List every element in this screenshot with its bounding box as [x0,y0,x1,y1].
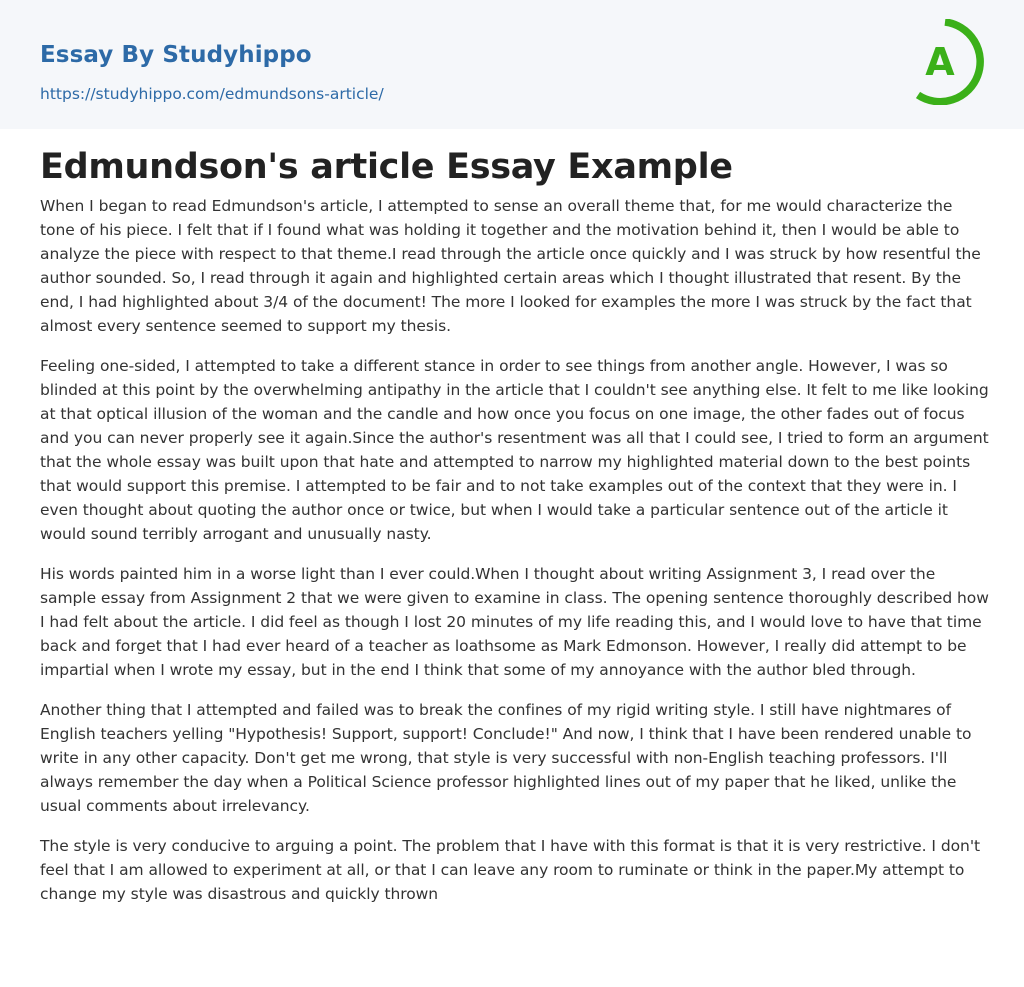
paragraph: Feeling one-sided, I attempted to take a different stance in order to see things from another angle. However, I was so blinded at this point by the overwhelming antipathy in the article that I couldn't see anything else. It felt to me like looking at that optical illusion of the woman and the candle and how once you focus on one image, the other fades out of focus and you can never properly see it again.Since the author's resentment was all that I could see, I tried to form an argument that the whole essay was built upon that hate and attempted to narrow my highlighted material down to the best points that would support this premise. I attempted to be fair and to not take examples out of the context that they were in. I even thought about quoting the author once or twice, but when I would take a particular sentence out of the article it would sound terribly arrogant and unusually nasty. [40,357,989,543]
site-header [0,0,1024,129]
paragraph: Another thing that I attempted and failed was to break the confines of my rigid writing style. I still have nightmares of English teachers yelling "Hypothesis! Support, support! Conclude!" And now, I think that I have been rendered unable to write in any other capacity. Don't get me wrong, that style is very successful with non-English teaching professors. I'll always remember the day when a Political Science professor highlighted lines out of my paper that he liked, unlike the usual comments about irrelevancy. [40,701,972,815]
article-title: Edmundson's article Essay Example [40,147,733,187]
article-url-link[interactable]: https://studyhippo.com/edmundsons-article/ [40,85,384,103]
paragraph: When I began to read Edmundson's article, I attempted to sense an overall theme that, for me would characterize the tone of his piece. I felt that if I found what was holding it together and the motivation behind it, then I would be able to analyze the piece with respect to that theme.I read through the article once quickly and I was struck by how resentful the author sounded. So, I read through it again and highlighted certain areas which I thought illustrated that resent. By the end, I had highlighted about 3/4 of the document! The more I looked for examples the more I was struck by the fact that almost every sentence seemed to support my thesis. [40,197,981,335]
paragraph: His words painted him in a worse light than I ever could.When I thought about writing Assignment 3, I read over the sample essay from Assignment 2 that we were given to examine in class. The opening sentence thoroughly described how I had felt about the article. I did feel as though I lost 20 minutes of my life reading this, and I would love to have that time back and forget that I had ever heard of a teacher as loathsome as Mark Edmonson. However, I really did attempt to be impartial when I wrote my essay, but in the end I think that some of my annoyance with the author bled through. [40,565,989,679]
article-body [40,194,990,922]
studyhippo-logo-icon[interactable] [912,19,986,105]
site-title[interactable]: Essay By Studyhippo [40,42,312,68]
paragraph: The style is very conducive to arguing a point. The problem that I have with this format is that it is very restrictive. I don't feel that I am allowed to experiment at all, or that I can leave any room to ruminate or think in the paper.My attempt to change my style was disastrous and quickly thrown [40,837,981,903]
logo-letter: A [925,40,955,84]
